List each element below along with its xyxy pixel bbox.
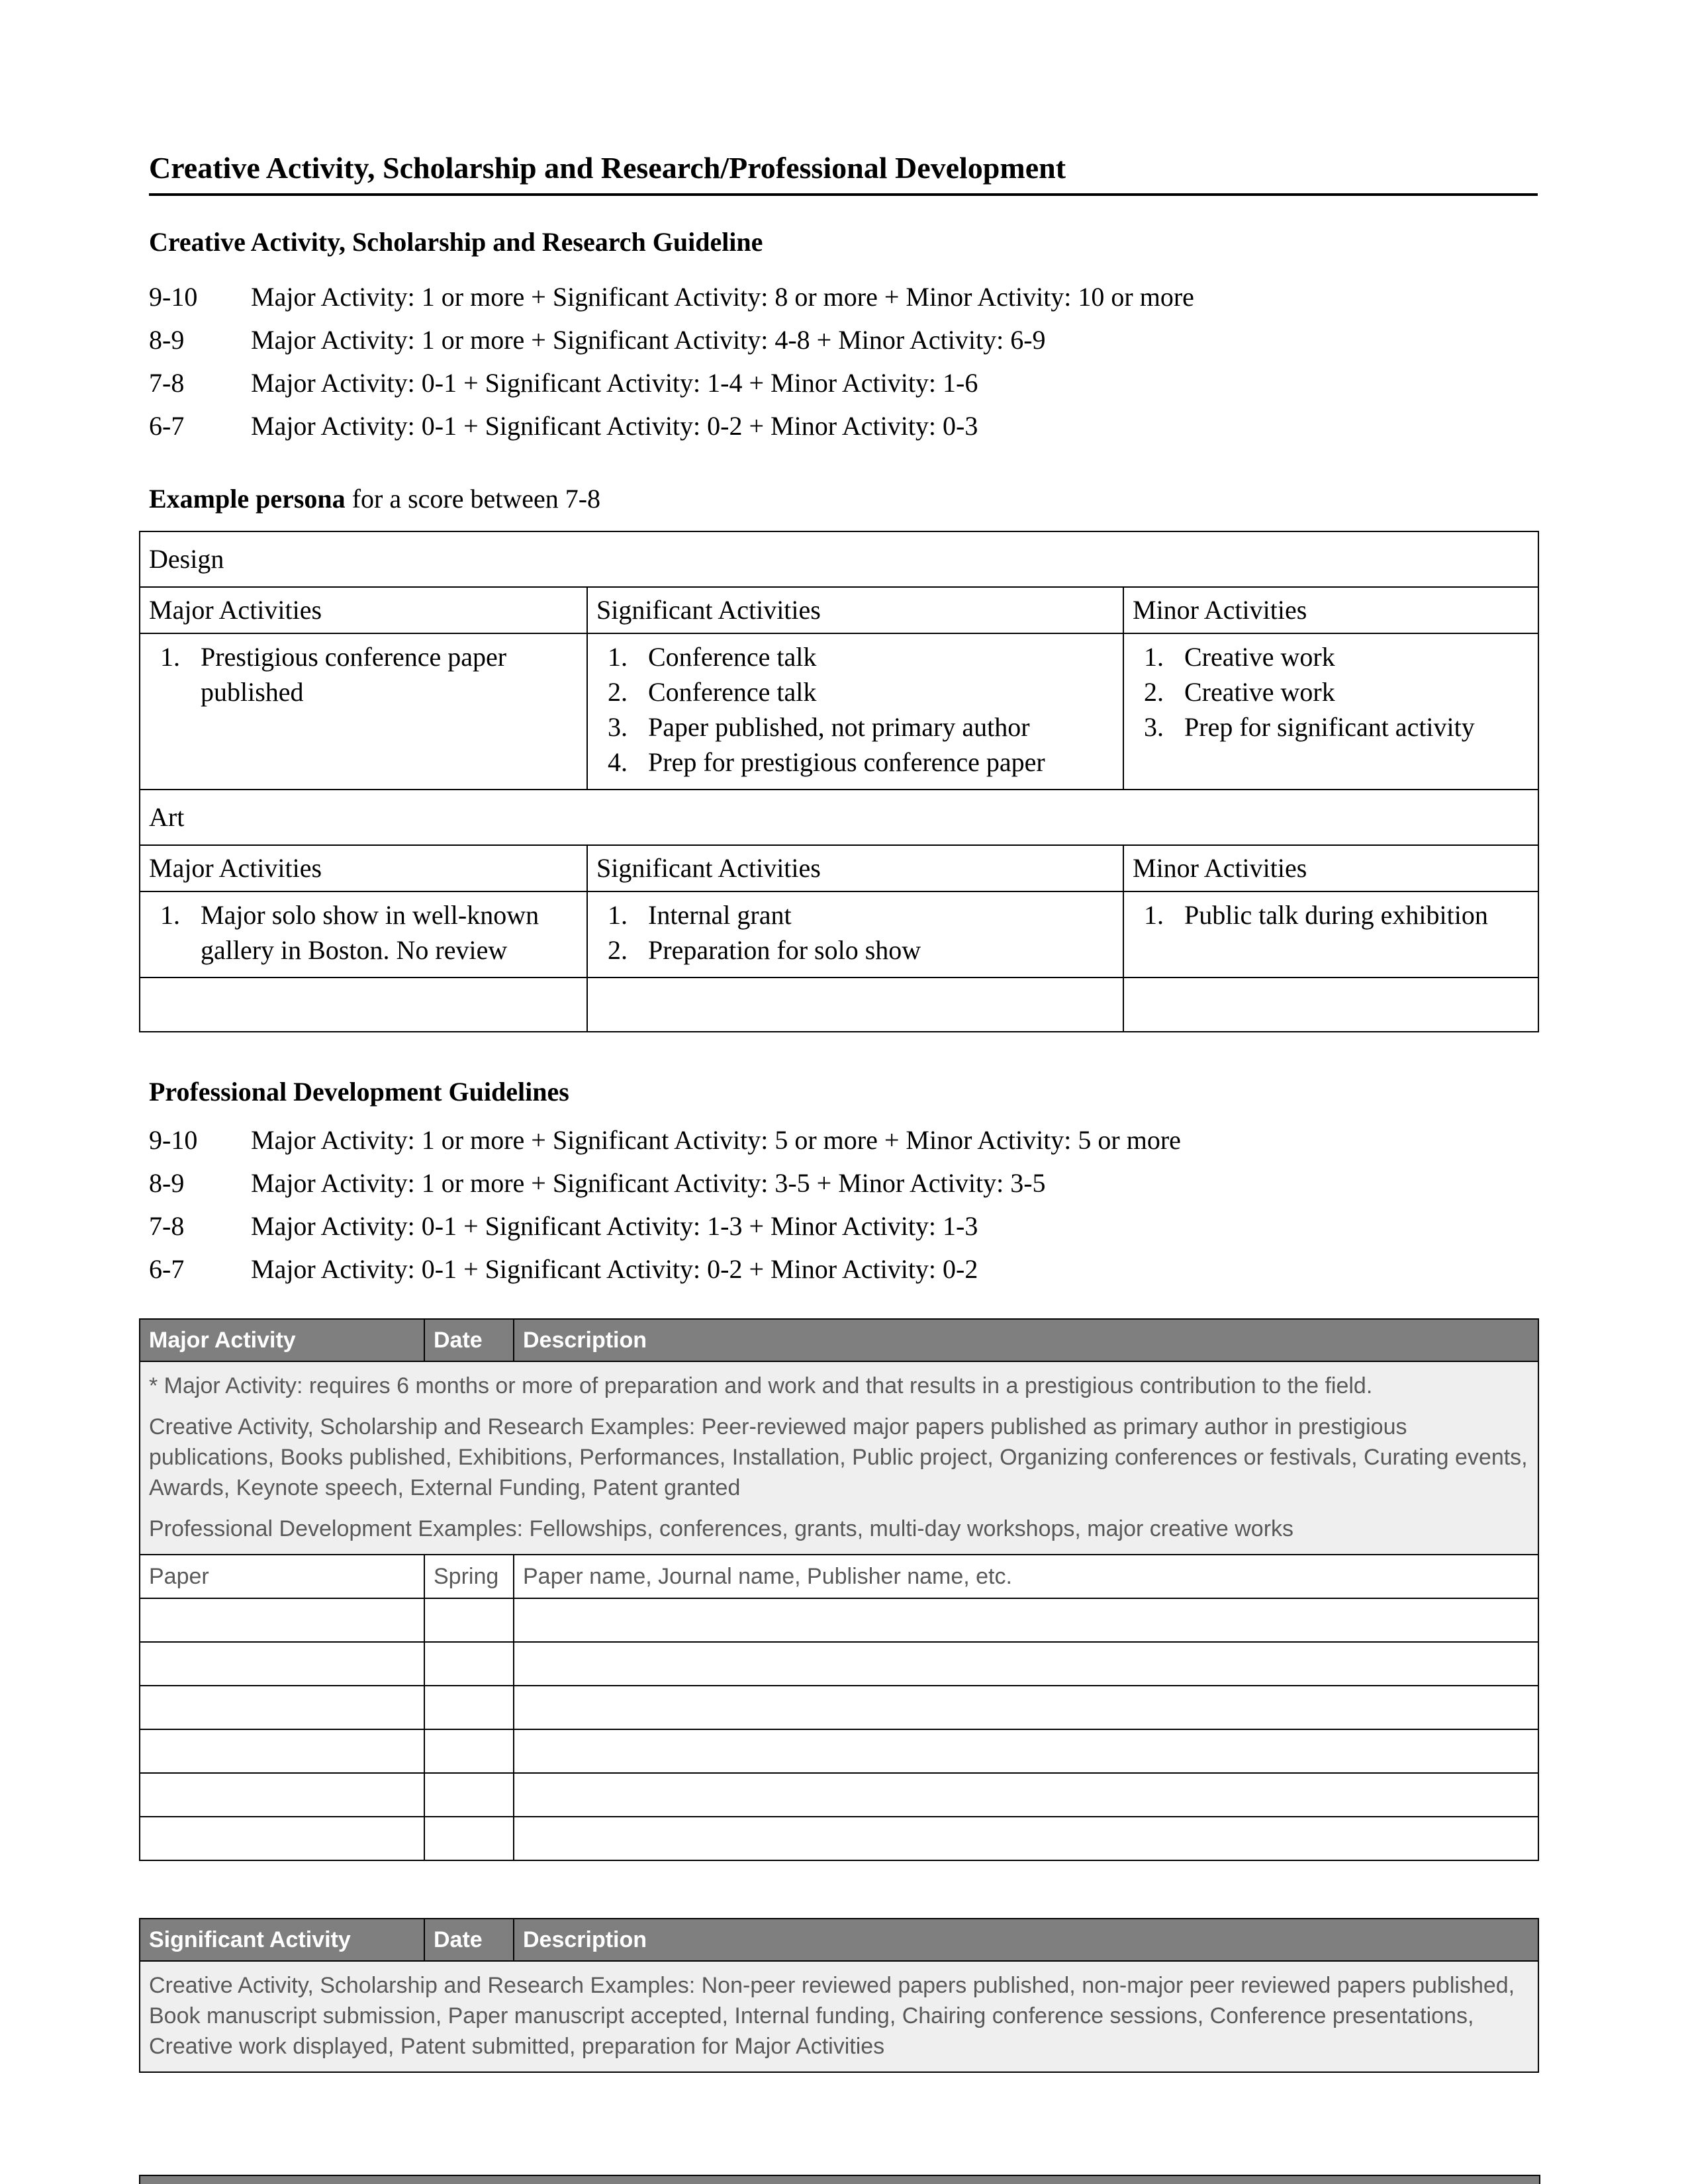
empty-cell	[514, 1729, 1538, 1773]
section-cell-art: Art	[140, 790, 1538, 845]
guideline-row	[149, 1248, 1538, 1291]
empty-cell	[140, 1729, 424, 1773]
activity-list	[149, 897, 578, 968]
score-range: 6-7	[149, 1254, 185, 1284]
activity-list	[149, 639, 578, 709]
document-content	[139, 151, 1538, 2073]
guideline-row	[149, 1205, 1538, 1248]
guideline-row	[149, 404, 1538, 447]
guideline-row	[149, 275, 1538, 318]
list-item: Prestigious conference paper published	[201, 642, 507, 707]
page-title: Creative Activity, Scholarship and Research/Professional Development	[149, 151, 1538, 196]
empty-row	[140, 978, 1538, 1032]
guideline-row	[149, 318, 1538, 361]
guideline-text: Major Activity: 0-1 + Significant Activity: 1-4 + Minor Activity: 1-6	[251, 368, 978, 398]
list-item: Prep for significant activity	[1184, 712, 1475, 742]
score-range: 8-9	[149, 1168, 185, 1198]
header-date: Date	[424, 1319, 514, 1361]
example-persona-label: Example persona	[149, 484, 346, 514]
score-range: 9-10	[149, 282, 198, 312]
table-header-row	[140, 1319, 1538, 1361]
empty-cell	[424, 1773, 514, 1817]
guideline-text: Major Activity: 1 or more + Significant Activity: 4-8 + Minor Activity: 6-9	[251, 325, 1046, 355]
sample-description-cell: Paper name, Journal name, Publisher name, etc.	[514, 1555, 1538, 1598]
empty-cell	[424, 1642, 514, 1686]
empty-cell	[514, 1686, 1538, 1729]
list-item: Creative work	[1184, 677, 1335, 707]
casr-guideline-heading: Creative Activity, Scholarship and Research Guideline	[149, 227, 763, 257]
empty-cell	[424, 1598, 514, 1642]
significant-activity-table	[139, 1918, 1539, 2073]
empty-cell	[140, 1686, 424, 1729]
sample-entry-row	[140, 1555, 1538, 1598]
example-persona-table	[139, 531, 1539, 1032]
art-significant-cell	[587, 891, 1123, 978]
example-persona-rest: for a score between 7-8	[345, 484, 601, 514]
next-table-header-partial	[139, 2175, 1540, 2184]
list-item: Public talk during exhibition	[1184, 900, 1488, 930]
guideline-text: Major Activity: 0-1 + Significant Activity: 1-3 + Minor Activity: 1-3	[251, 1211, 978, 1241]
activity-list	[596, 897, 1114, 968]
empty-cell	[140, 1817, 424, 1860]
guideline-text: Major Activity: 1 or more + Significant Activity: 8 or more + Minor Activity: 10 or more	[251, 282, 1194, 312]
table-section-row	[140, 790, 1538, 845]
example-persona-line	[149, 483, 1538, 515]
list-item: Paper published, not primary author	[648, 712, 1030, 742]
activity-list	[596, 639, 1114, 780]
empty-entry-row	[140, 1729, 1538, 1773]
column-header-minor: Minor Activities	[1123, 587, 1538, 633]
list-item: Preparation for solo show	[648, 935, 921, 965]
art-major-cell	[140, 891, 587, 978]
empty-entry-row	[140, 1817, 1538, 1860]
guideline-text: Major Activity: 1 or more + Significant Activity: 5 or more + Minor Activity: 5 or more	[251, 1125, 1181, 1155]
column-header-row	[140, 845, 1538, 891]
list-item: Major solo show in well-known gallery in Boston. No review	[201, 900, 539, 965]
art-minor-cell	[1123, 891, 1538, 978]
notes-cell	[140, 1361, 1538, 1555]
column-header-minor: Minor Activities	[1123, 845, 1538, 891]
header-description: Description	[514, 1919, 1538, 1961]
design-major-cell	[140, 633, 587, 790]
guideline-text: Major Activity: 0-1 + Significant Activity: 0-2 + Minor Activity: 0-3	[251, 411, 978, 441]
empty-cell	[140, 1642, 424, 1686]
art-content-row	[140, 891, 1538, 978]
empty-cell	[424, 1686, 514, 1729]
score-range: 7-8	[149, 1211, 185, 1241]
note-paragraph: Professional Development Examples: Fellowships, conferences, grants, multi-day workshops, major creative works	[149, 1516, 1294, 1541]
note-paragraph: * Major Activity: requires 6 months or more of preparation and work and that results in a prestigious contribution to the field.	[149, 1373, 1373, 1398]
note-paragraph: Creative Activity, Scholarship and Research Examples: Non-peer reviewed papers published, non-major peer reviewed papers published, Book manuscript submission, Paper manuscript accepted, Internal funding, Chairing conference sessions, Conference presentations, Creative work displayed, Patent submitted, preparation for Major Activities	[149, 1973, 1515, 2059]
column-header-major: Major Activities	[140, 587, 587, 633]
empty-entry-row	[140, 1598, 1538, 1642]
activity-list	[1133, 897, 1529, 933]
empty-cell	[140, 978, 587, 1032]
column-header-significant: Significant Activities	[587, 845, 1123, 891]
guideline-row	[149, 361, 1538, 404]
header-date: Date	[424, 1919, 514, 1961]
activity-list	[1133, 639, 1529, 745]
list-item: Prep for prestigious conference paper	[648, 747, 1045, 777]
empty-cell	[140, 1598, 424, 1642]
empty-entry-row	[140, 1686, 1538, 1729]
sample-date-cell: Spring	[424, 1555, 514, 1598]
guideline-text: Major Activity: 0-1 + Significant Activity: 0-2 + Minor Activity: 0-2	[251, 1254, 978, 1284]
score-range: 7-8	[149, 368, 185, 398]
empty-cell	[514, 1773, 1538, 1817]
empty-cell	[587, 978, 1123, 1032]
column-header-major: Major Activities	[140, 845, 587, 891]
section-cell-design: Design	[140, 531, 1538, 587]
list-item: Creative work	[1184, 642, 1335, 672]
table-section-row	[140, 531, 1538, 587]
major-activity-table	[139, 1318, 1539, 1861]
header-description: Description	[514, 1319, 1538, 1361]
empty-cell	[514, 1598, 1538, 1642]
list-item: Internal grant	[648, 900, 792, 930]
empty-entry-row	[140, 1642, 1538, 1686]
guideline-row	[149, 1161, 1538, 1205]
score-range: 8-9	[149, 325, 185, 355]
empty-cell	[514, 1642, 1538, 1686]
note-paragraph: Creative Activity, Scholarship and Research Examples: Peer-reviewed major papers published as primary author in prestigious publications, Books published, Exhibitions, Performances, Installation, Public project, Organizing conferences or festivals, Curating events, Awards, Keynote speech, External Funding, Patent granted	[149, 1414, 1528, 1500]
empty-cell	[514, 1817, 1538, 1860]
guideline-text: Major Activity: 1 or more + Significant Activity: 3-5 + Minor Activity: 3-5	[251, 1168, 1046, 1198]
notes-cell	[140, 1961, 1538, 2072]
column-header-row	[140, 587, 1538, 633]
list-item: Conference talk	[648, 677, 817, 707]
empty-cell	[424, 1729, 514, 1773]
empty-cell	[140, 1773, 424, 1817]
empty-cell	[1123, 978, 1538, 1032]
guideline-row	[149, 1118, 1538, 1161]
empty-cell	[424, 1817, 514, 1860]
notes-row	[140, 1961, 1538, 2072]
score-range: 6-7	[149, 411, 185, 441]
design-content-row	[140, 633, 1538, 790]
design-significant-cell	[587, 633, 1123, 790]
pd-guidelines-heading: Professional Development Guidelines	[149, 1077, 569, 1107]
design-minor-cell	[1123, 633, 1538, 790]
column-header-significant: Significant Activities	[587, 587, 1123, 633]
sample-activity-cell: Paper	[140, 1555, 424, 1598]
notes-row	[140, 1361, 1538, 1555]
header-significant-activity: Significant Activity	[140, 1919, 424, 1961]
table-header-row	[140, 1919, 1538, 1961]
header-major-activity: Major Activity	[140, 1319, 424, 1361]
list-item: Conference talk	[648, 642, 817, 672]
score-range: 9-10	[149, 1125, 198, 1155]
empty-entry-row	[140, 1773, 1538, 1817]
